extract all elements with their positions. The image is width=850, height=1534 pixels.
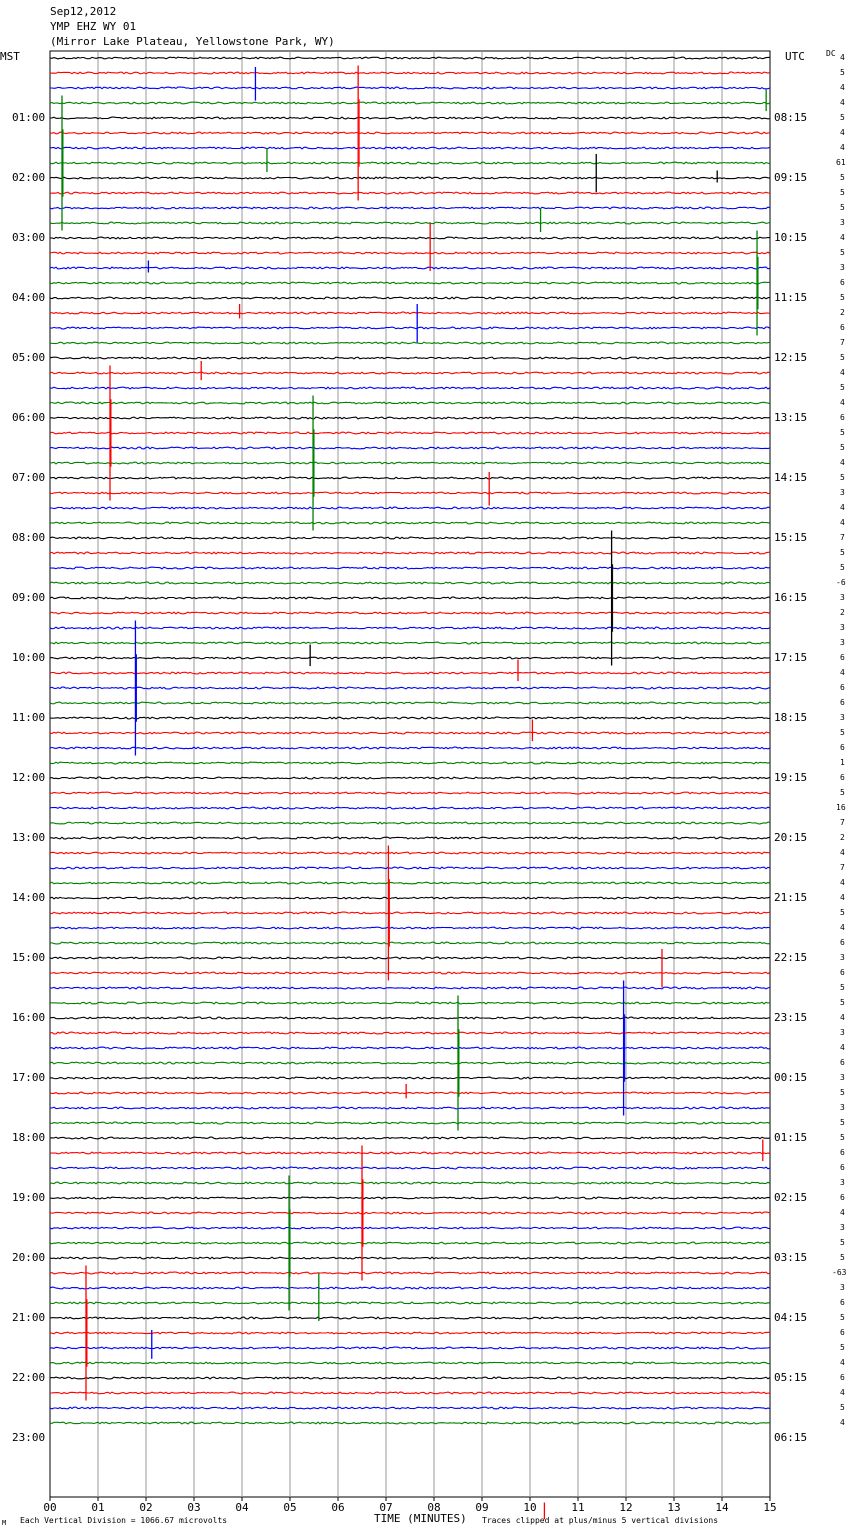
- dc-offset-label: 5: [840, 248, 845, 257]
- dc-offset-label: 4: [840, 143, 845, 152]
- trace-line: [50, 1302, 770, 1304]
- dc-offset-label: 4: [840, 893, 845, 902]
- trace-line: [50, 1407, 770, 1409]
- dc-offset-label: 3: [840, 1283, 845, 1292]
- dc-offset-label: 6: [840, 1148, 845, 1157]
- dc-offset-label: 5: [840, 908, 845, 917]
- dc-offset-label: 5: [840, 473, 845, 482]
- trace-line: [50, 147, 770, 149]
- dc-axis-title: DC: [826, 49, 836, 58]
- trace-line: [50, 1122, 770, 1124]
- hour-label-utc: 09:15: [774, 171, 808, 184]
- dc-offset-label: 3: [840, 593, 845, 602]
- dc-offset-label: 7: [840, 533, 845, 542]
- dc-offset-label: 6: [840, 968, 845, 977]
- dc-offset-label: 4: [840, 1358, 845, 1367]
- hour-label-mst: 11:00: [12, 711, 46, 724]
- hour-label-utc: 19:15: [774, 771, 808, 784]
- trace-line: [50, 672, 770, 674]
- trace-line: [50, 462, 770, 464]
- trace-line: [50, 522, 770, 524]
- dc-offset-label: 6: [840, 278, 845, 287]
- trace-line: [50, 1227, 770, 1229]
- trace-line: [50, 477, 770, 479]
- trace-line: [50, 702, 770, 704]
- trace-line: [50, 1137, 770, 1139]
- hour-label-mst: 13:00: [12, 831, 46, 844]
- trace-line: [50, 1242, 770, 1244]
- dc-offset-label: 6: [840, 653, 845, 662]
- trace-line: [50, 597, 770, 599]
- trace-line: [50, 237, 770, 239]
- trace-line: [50, 807, 770, 809]
- dc-offset-label: 3: [840, 953, 845, 962]
- trace-line: [50, 327, 770, 329]
- trace-line: [50, 297, 770, 299]
- hour-label-utc: 22:15: [774, 951, 808, 964]
- trace-line: [50, 582, 770, 584]
- hour-label-utc: 02:15: [774, 1191, 808, 1204]
- trace-line: [50, 747, 770, 749]
- trace-line: [50, 1092, 770, 1094]
- hour-label-mst: 02:00: [12, 171, 46, 184]
- trace-line: [50, 537, 770, 539]
- hour-label-utc: 04:15: [774, 1311, 808, 1324]
- dc-offset-label: 5: [840, 1133, 845, 1142]
- trace-line: [50, 1002, 770, 1004]
- dc-offset-label: 5: [840, 443, 845, 452]
- dc-offset-label: 4: [840, 53, 845, 62]
- trace-line: [50, 1377, 770, 1379]
- trace-line: [50, 852, 770, 854]
- trace-line: [50, 372, 770, 374]
- trace-line: [50, 1347, 770, 1349]
- trace-line: [50, 1422, 770, 1424]
- x-tick-label: 00: [43, 1501, 57, 1514]
- hour-label-mst: 17:00: [12, 1071, 46, 1084]
- dc-offset-label: 5: [840, 203, 845, 212]
- trace-line: [50, 507, 770, 509]
- dc-offset-label: 5: [840, 1118, 845, 1127]
- hour-label-utc: 08:15: [774, 111, 808, 124]
- dc-offset-label: 3: [840, 1073, 845, 1082]
- trace-line: [50, 927, 770, 929]
- hour-label-utc: 18:15: [774, 711, 808, 724]
- dc-offset-label: 4: [840, 1208, 845, 1217]
- dc-offset-label: 5: [840, 1313, 845, 1322]
- hour-label-mst: 19:00: [12, 1191, 46, 1204]
- dc-offset-label: 6: [840, 1328, 845, 1337]
- dc-offset-label: 3: [840, 638, 845, 647]
- x-tick-label: 10: [523, 1501, 537, 1514]
- trace-line: [50, 312, 770, 314]
- dc-offset-label: 5: [840, 983, 845, 992]
- header-date: Sep12,2012: [50, 5, 117, 18]
- trace-line: [50, 162, 770, 164]
- trace-line: [50, 1017, 770, 1019]
- dc-offset-label: 2: [840, 308, 845, 317]
- hour-label-utc: 00:15: [774, 1071, 808, 1084]
- hour-label-mst: 10:00: [12, 651, 46, 664]
- dc-offset-label: 6: [840, 938, 845, 947]
- dc-offset-label: 3: [840, 713, 845, 722]
- trace-line: [50, 102, 770, 104]
- trace-line: [50, 837, 770, 839]
- hour-label-mst: 06:00: [12, 411, 46, 424]
- trace-line: [50, 177, 770, 179]
- dc-offset-label: 2: [840, 833, 845, 842]
- hour-label-mst: 07:00: [12, 471, 46, 484]
- x-tick-label: 15: [763, 1501, 777, 1514]
- trace-line: [50, 1257, 770, 1259]
- dc-offset-label: 5: [840, 188, 845, 197]
- dc-offset-label: 5: [840, 563, 845, 572]
- hour-label-utc: 05:15: [774, 1371, 808, 1384]
- hour-label-mst: 22:00: [12, 1371, 46, 1384]
- trace-line: [50, 72, 770, 74]
- trace-line: [50, 822, 770, 824]
- x-tick-label: 06: [331, 1501, 345, 1514]
- dc-offset-label: 7: [840, 818, 845, 827]
- x-tick-label: 04: [235, 1501, 249, 1514]
- trace-line: [50, 627, 770, 629]
- dc-offset-label: 6: [840, 1298, 845, 1307]
- dc-offset-label: 4: [840, 668, 845, 677]
- dc-offset-label: 4: [840, 1013, 845, 1022]
- trace-line: [50, 612, 770, 614]
- hour-label-utc: 12:15: [774, 351, 808, 364]
- trace-line: [50, 552, 770, 554]
- dc-offset-label: 5: [840, 728, 845, 737]
- left-axis-title: MST: [0, 50, 20, 63]
- x-tick-label: 01: [91, 1501, 105, 1514]
- trace-line: [50, 1362, 770, 1364]
- x-tick-label: 03: [187, 1501, 201, 1514]
- dc-offset-label: 4: [840, 233, 845, 242]
- dc-offset-label: 3: [840, 1178, 845, 1187]
- x-tick-label: 09: [475, 1501, 489, 1514]
- dc-offset-label: 5: [840, 1253, 845, 1262]
- hour-label-mst: 23:00: [12, 1431, 46, 1444]
- trace-line: [50, 252, 770, 254]
- hour-label-mst: 12:00: [12, 771, 46, 784]
- trace-line: [50, 132, 770, 134]
- dc-offset-label: 5: [840, 1403, 845, 1412]
- x-tick-label: 05: [283, 1501, 297, 1514]
- trace-line: [50, 687, 770, 689]
- dc-offset-label: 6: [840, 698, 845, 707]
- dc-offset-label: 4: [840, 1043, 845, 1052]
- dc-offset-label: 4: [840, 848, 845, 857]
- hour-label-mst: 05:00: [12, 351, 46, 364]
- x-tick-label: 13: [667, 1501, 681, 1514]
- dc-offset-label: 5: [840, 1343, 845, 1352]
- dc-offset-label: 5: [840, 293, 845, 302]
- trace-line: [50, 1317, 770, 1319]
- x-tick-label: 08: [427, 1501, 441, 1514]
- hour-label-utc: 10:15: [774, 231, 808, 244]
- dc-offset-label: 4: [840, 83, 845, 92]
- clip-note: Traces clipped at plus/minus 5 vertical divisions: [482, 1516, 719, 1525]
- trace-line: [50, 87, 770, 89]
- hour-label-mst: 20:00: [12, 1251, 46, 1264]
- dc-offset-label: 4: [840, 503, 845, 512]
- x-axis-title: TIME (MINUTES): [374, 1512, 467, 1525]
- hour-label-mst: 21:00: [12, 1311, 46, 1324]
- dc-offset-label: -6: [836, 578, 846, 587]
- x-tick-label: 07: [379, 1501, 393, 1514]
- hour-label-mst: 04:00: [12, 291, 46, 304]
- dc-offset-label: -63: [832, 1268, 847, 1277]
- hour-label-utc: 03:15: [774, 1251, 808, 1264]
- trace-line: [50, 1152, 770, 1154]
- trace-line: [50, 207, 770, 209]
- dc-offset-label: 5: [840, 68, 845, 77]
- trace-line: [50, 732, 770, 734]
- trace-line: [50, 222, 770, 224]
- dc-offset-label: 6: [840, 323, 845, 332]
- trace-line: [50, 432, 770, 434]
- dc-offset-label: 61: [836, 158, 846, 167]
- dc-offset-label: 5: [840, 1088, 845, 1097]
- dc-offset-label: 6: [840, 743, 845, 752]
- hour-label-utc: 23:15: [774, 1011, 808, 1024]
- trace-line: [50, 792, 770, 794]
- dc-offset-label: 6: [840, 1058, 845, 1067]
- dc-offset-label: 4: [840, 923, 845, 932]
- trace-line: [50, 1392, 770, 1394]
- hour-label-utc: 21:15: [774, 891, 808, 904]
- hour-label-utc: 17:15: [774, 651, 808, 664]
- corner-mark: M: [2, 1519, 7, 1527]
- dc-offset-label: 5: [840, 428, 845, 437]
- dc-offset-label: 3: [840, 1223, 845, 1232]
- trace-line: [50, 762, 770, 764]
- hour-label-mst: 16:00: [12, 1011, 46, 1024]
- trace-line: [50, 1197, 770, 1199]
- trace-line: [50, 417, 770, 419]
- header-location: (Mirror Lake Plateau, Yellowstone Park, WY): [50, 35, 335, 48]
- dc-offset-label: 3: [840, 623, 845, 632]
- hour-label-mst: 03:00: [12, 231, 46, 244]
- trace-line: [50, 1182, 770, 1184]
- dc-offset-label: 5: [840, 353, 845, 362]
- dc-offset-label: 2: [840, 608, 845, 617]
- dc-offset-label: 6: [840, 1373, 845, 1382]
- trace-line: [50, 267, 770, 269]
- hour-label-utc: 14:15: [774, 471, 808, 484]
- trace-line: [50, 387, 770, 389]
- dc-offset-label: 6: [840, 773, 845, 782]
- trace-line: [50, 342, 770, 344]
- hour-label-mst: 15:00: [12, 951, 46, 964]
- dc-offset-label: 4: [840, 1418, 845, 1427]
- dc-offset-label: 5: [840, 998, 845, 1007]
- trace-line: [50, 1272, 770, 1274]
- dc-offset-label: 5: [840, 788, 845, 797]
- hour-label-utc: 20:15: [774, 831, 808, 844]
- dc-offset-label: 3: [840, 263, 845, 272]
- dc-offset-label: 6: [840, 413, 845, 422]
- hour-label-mst: 08:00: [12, 531, 46, 544]
- dc-offset-label: 3: [840, 488, 845, 497]
- x-tick-label: 02: [139, 1501, 153, 1514]
- trace-line: [50, 282, 770, 284]
- hour-label-utc: 13:15: [774, 411, 808, 424]
- trace-line: [50, 777, 770, 779]
- dc-offset-label: 5: [840, 173, 845, 182]
- dc-offset-label: 6: [840, 1163, 845, 1172]
- dc-offset-label: 6: [840, 1193, 845, 1202]
- dc-offset-label: 4: [840, 1388, 845, 1397]
- trace-line: [50, 1032, 770, 1034]
- hour-label-utc: 15:15: [774, 531, 808, 544]
- trace-line: [50, 192, 770, 194]
- dc-offset-label: 4: [840, 98, 845, 107]
- hour-label-utc: 01:15: [774, 1131, 808, 1144]
- hour-label-mst: 14:00: [12, 891, 46, 904]
- dc-offset-label: 3: [840, 1103, 845, 1112]
- x-tick-label: 12: [619, 1501, 633, 1514]
- scale-note: Each Vertical Division = 1066.67 microvolts: [20, 1516, 228, 1525]
- dc-offset-label: 7: [840, 863, 845, 872]
- dc-offset-label: 3: [840, 1028, 845, 1037]
- trace-line: [50, 1287, 770, 1289]
- hour-label-mst: 09:00: [12, 591, 46, 604]
- dc-offset-label: 5: [840, 548, 845, 557]
- x-tick-label: 11: [571, 1501, 585, 1514]
- right-axis-title: UTC: [785, 50, 805, 63]
- dc-offset-label: 7: [840, 338, 845, 347]
- trace-line: [50, 357, 770, 359]
- dc-offset-label: 4: [840, 458, 845, 467]
- dc-offset-label: 16: [836, 803, 846, 812]
- x-tick-label: 14: [715, 1501, 729, 1514]
- trace-line: [50, 567, 770, 569]
- hour-label-mst: 01:00: [12, 111, 46, 124]
- trace-line: [50, 1212, 770, 1214]
- trace-line: [50, 942, 770, 944]
- trace-line: [50, 1167, 770, 1169]
- dc-offset-label: 4: [840, 518, 845, 527]
- trace-line: [50, 1077, 770, 1079]
- dc-offset-label: 5: [840, 383, 845, 392]
- hour-label-mst: 18:00: [12, 1131, 46, 1144]
- dc-offset-label: 4: [840, 368, 845, 377]
- hour-label-utc: 11:15: [774, 291, 808, 304]
- trace-line: [50, 57, 770, 59]
- dc-offset-label: 6: [840, 683, 845, 692]
- trace-line: [50, 1047, 770, 1049]
- trace-line: [50, 657, 770, 659]
- dc-offset-label: 5: [840, 1238, 845, 1247]
- trace-line: [50, 1062, 770, 1064]
- header-station: YMP EHZ WY 01: [50, 20, 137, 33]
- trace-line: [50, 1332, 770, 1334]
- trace-line: [50, 867, 770, 869]
- trace-line: [50, 402, 770, 404]
- trace-line: [50, 882, 770, 884]
- trace-line: [50, 912, 770, 914]
- dc-offset-label: 3: [840, 218, 845, 227]
- dc-offset-label: 1: [840, 758, 845, 767]
- trace-line: [50, 642, 770, 644]
- trace-line: [50, 897, 770, 899]
- dc-offset-label: 4: [840, 398, 845, 407]
- trace-line: [50, 492, 770, 494]
- trace-line: [50, 1107, 770, 1109]
- dc-offset-label: 5: [840, 113, 845, 122]
- dc-offset-label: 4: [840, 128, 845, 137]
- dc-offset-label: 4: [840, 878, 845, 887]
- trace-line: [50, 717, 770, 719]
- trace-line: [50, 447, 770, 449]
- hour-label-utc: 06:15: [774, 1431, 808, 1444]
- trace-line: [50, 117, 770, 119]
- hour-label-utc: 16:15: [774, 591, 808, 604]
